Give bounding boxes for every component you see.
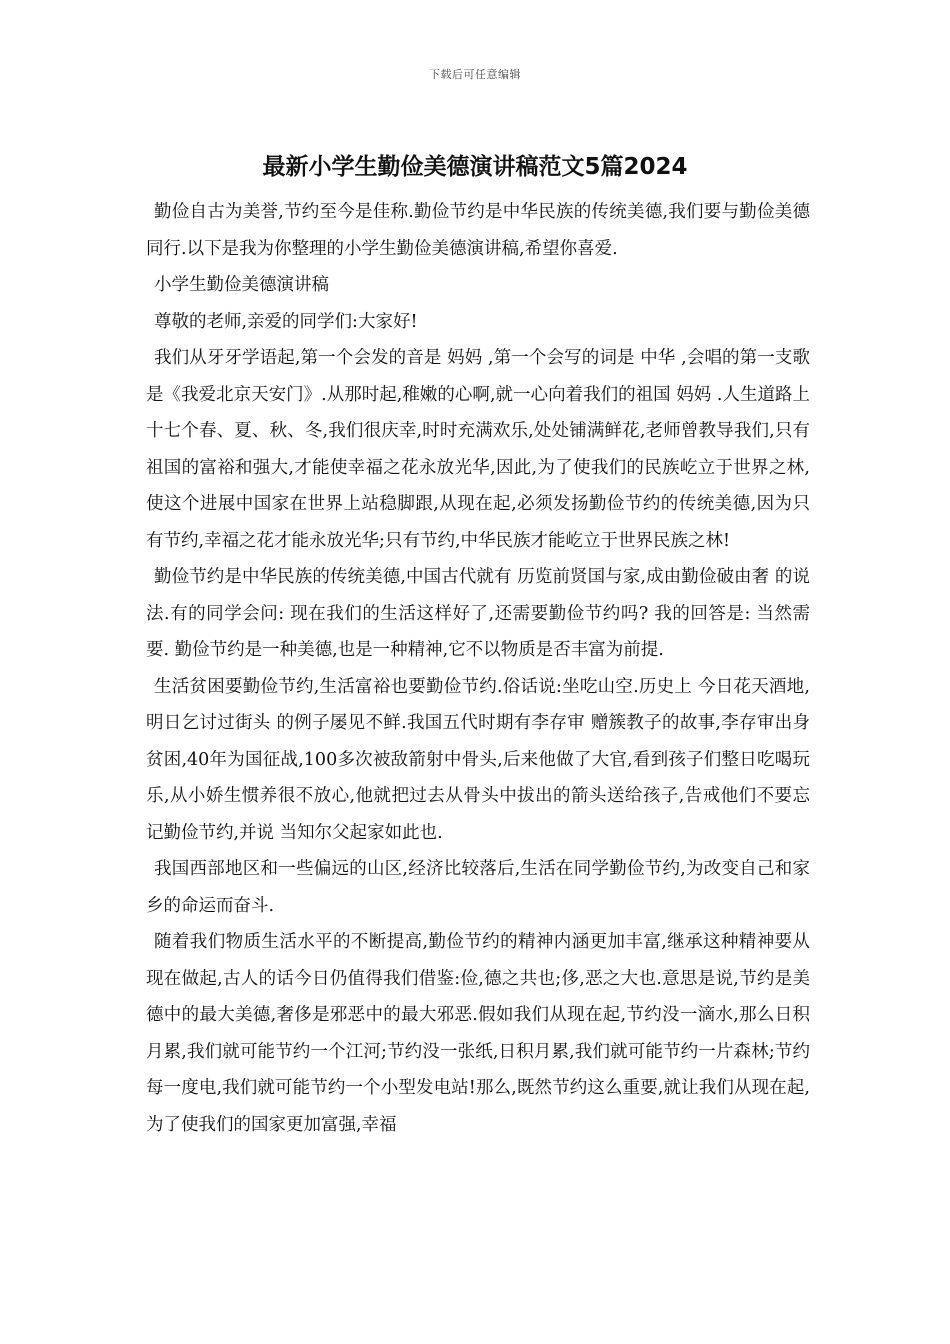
document-body — [146, 194, 810, 1143]
paragraph-greeting: 尊敬的老师,亲爱的同学们:大家好! — [154, 311, 418, 332]
paragraph-body: 随着我们物质生活水平的不断提高,勤俭节约的精神内涵更加丰富,继承这种精神要从现在做起,古人的话今日仍值得我们借鉴:俭,德之共也;侈,恶之大也.意思是说,节约是美德中的最大美德,奢侈是邪恶中的最大邪恶.假如我们从现在起,节约没一滴水,那么日积月累,我们就可能节约一个江河;节约没一张纸,日积月累,我们就可能节约一片森林;节约每一度电,我们就可能节约一个小型发电站!那么,既然节约这么重要,就让我们从现在起,为了使我们的国家更加富强,幸福 — [146, 932, 810, 1135]
paragraph-body: 勤俭节约是中华民族的传统美德,中国古代就有 历览前贤国与家,成由勤俭破由奢 的说法.有的同学会问: 现在我们的生活这样好了,还需要勤俭节约吗? 我的回答是: 当然需要. 勤俭节约是一种美德,也是一种精神,它不以物质是否丰富为前提. — [146, 567, 810, 660]
paragraph-intro: 勤俭自古为美誉,节约至今是佳称.勤俭节约是中华民族的传统美德,我们要与勤俭美德同行.以下是我为你整理的小学生勤俭美德演讲稿,希望你喜爱. — [146, 202, 810, 259]
paragraph-body: 我国西部地区和一些偏远的山区,经济比较落后,生活在同学勤俭节约,为改变自己和家乡的命运而奋斗. — [146, 859, 810, 916]
document-title: 最新小学生勤俭美德演讲稿范文5篇2024 — [262, 154, 688, 180]
paragraph-body: 生活贫困要勤俭节约,生活富裕也要勤俭节约.俗话说:坐吃山空.历史上 今日花天酒地,明日乞讨过街头 的例子屡见不鲜.我国五代时期有李存审 赠簇教子的故事,李存审出身贫困,40年为国征战,100多次被敌箭射中骨头,后来他做了大官,看到孩子们整日吃喝玩乐,从小娇生惯养很不放心,他就把过去从骨头中拔出的箭头送给孩子,告戒他们不要忘记勤俭节约,并说 当知尔父起家如此也. — [146, 676, 810, 843]
paragraph-subtitle: 小学生勤俭美德演讲稿 — [154, 275, 329, 295]
header-note: 下载后可任意编辑 — [429, 68, 521, 81]
paragraph-body: 我们从牙牙学语起,第一个会发的音是 妈妈 ,第一个会写的词是 中华 ,会唱的第一支歌是《我爱北京天安门》.从那时起,稚嫩的心啊,就一心向着我们的祖国 妈妈 .人生道路上十七个春、夏、秋、冬,我们很庆幸,时时充满欢乐,处处铺满鲜花,老师曾教导我们,只有祖国的富裕和强大,才能使幸福之花永放光华,因此,为了使我们的民族屹立于世界之林,使这个进展中国家在世界上站稳脚跟,从现在起,必须发扬勤俭节约的传统美德,因为只有节约,幸福之花才能永放光华;只有节约,中华民族才能屹立于世界民族之林! — [146, 348, 810, 551]
